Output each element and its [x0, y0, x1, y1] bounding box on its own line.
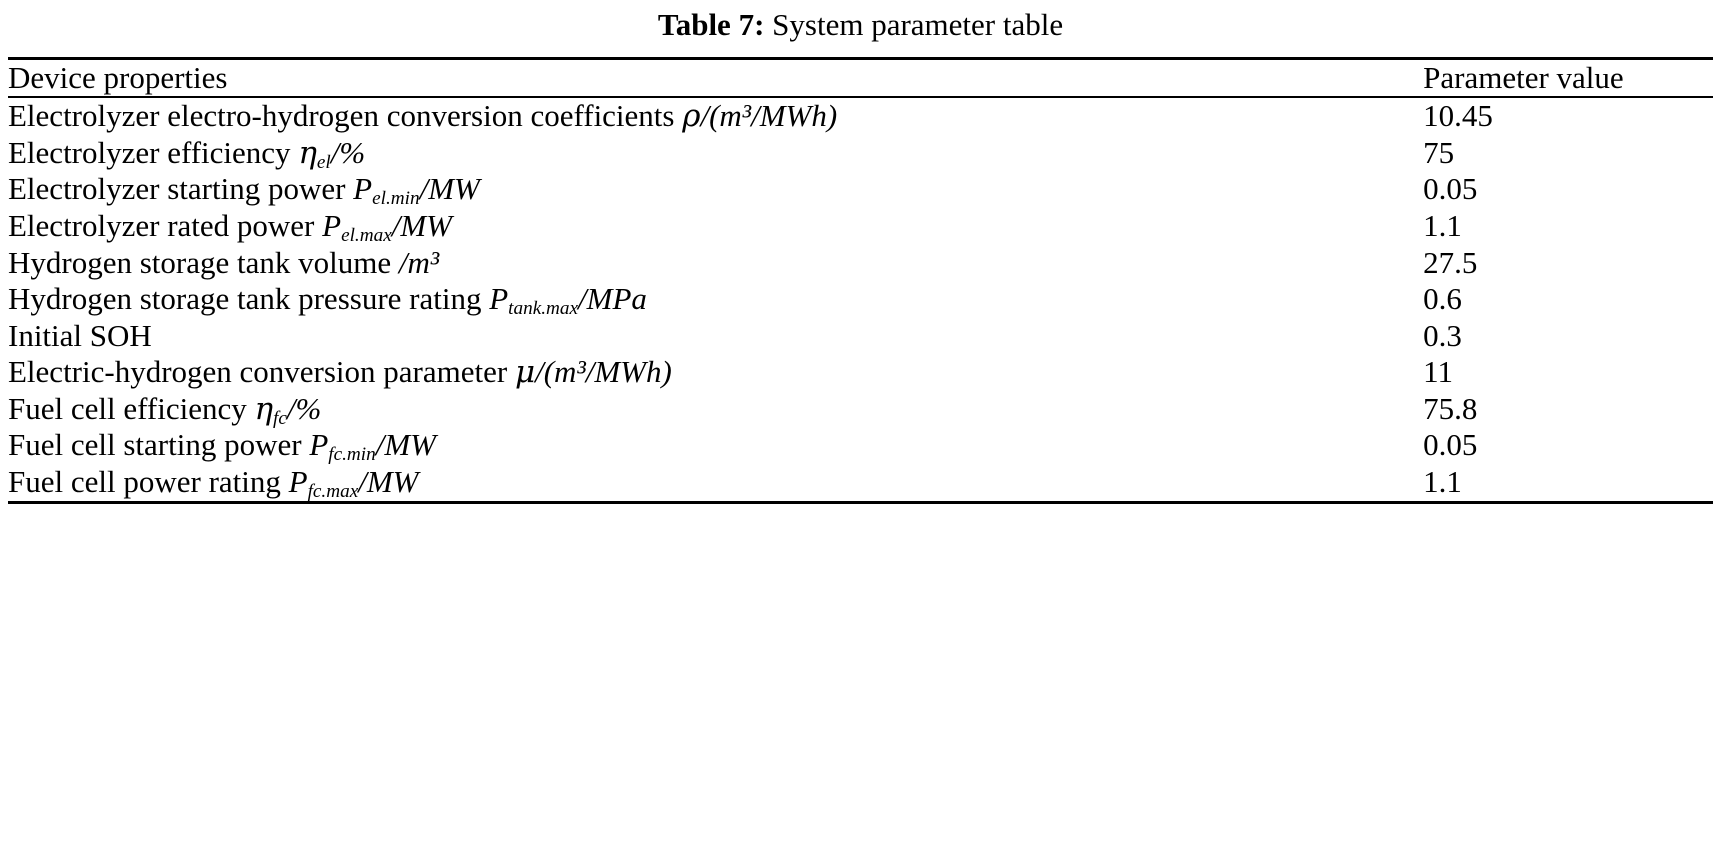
row-property-text: Electric-hydrogen conversion parameter: [8, 354, 515, 390]
table-row: [8, 245, 1713, 282]
row-property-text: Electrolyzer efficiency: [8, 134, 299, 170]
table-row: [8, 464, 1713, 502]
row-symbol-subscript: el.min: [372, 188, 420, 210]
row-value: 75.8: [1423, 390, 1478, 426]
row-value: 0.05: [1423, 171, 1478, 207]
row-property-text: Fuel cell starting power: [8, 427, 310, 463]
row-unit: /%: [330, 134, 366, 170]
table-row: [8, 135, 1713, 172]
row-value: 1.1: [1423, 207, 1462, 243]
table-caption-text: System parameter table: [772, 7, 1064, 42]
row-property: [8, 354, 1423, 391]
row-symbol: P: [322, 207, 342, 243]
row-value: 10.45: [1423, 98, 1493, 134]
table-row: [8, 281, 1713, 318]
row-property: [8, 171, 1423, 208]
row-unit: /MW: [375, 427, 436, 463]
table-body: [8, 59, 1713, 502]
row-property: [8, 281, 1423, 318]
row-property-text: Fuel cell efficiency: [8, 390, 255, 426]
row-symbol: P: [489, 281, 509, 317]
row-unit: /(m³/MWh): [535, 354, 672, 390]
header-parameter-value: Parameter value: [1423, 59, 1713, 98]
table-row: [8, 391, 1713, 428]
row-property-text: Hydrogen storage tank pressure rating: [8, 281, 490, 317]
row-symbol-subscript: el.max: [341, 224, 392, 246]
row-property: [8, 427, 1423, 464]
row-unit: /MW: [358, 463, 419, 499]
row-value: 0.6: [1423, 281, 1462, 317]
row-property-text: Initial SOH: [8, 317, 152, 353]
row-property: [8, 391, 1423, 428]
row-symbol: η: [254, 390, 274, 427]
row-value: 0.05: [1423, 427, 1478, 463]
table-row: [8, 318, 1713, 355]
row-value: 27.5: [1423, 244, 1478, 280]
row-unit: /(m³/MWh): [700, 98, 838, 134]
row-symbol: P: [309, 427, 329, 463]
row-symbol-subscript: fc.min: [328, 444, 376, 466]
table-row: [8, 97, 1713, 135]
table-caption-label: Table 7:: [657, 7, 765, 42]
row-property: [8, 97, 1423, 135]
row-property: [8, 318, 1423, 355]
row-symbol-subscript: el: [316, 151, 331, 173]
row-unit: /MW: [419, 171, 480, 207]
row-unit: /%: [286, 390, 322, 426]
row-unit: /m³: [398, 244, 440, 280]
row-unit: /MPa: [578, 281, 647, 317]
header-device-properties: Device properties: [8, 59, 1423, 98]
row-property-text: Electrolyzer starting power: [8, 171, 354, 207]
row-property-text: Fuel cell power rating: [8, 463, 289, 499]
system-parameter-table: [8, 57, 1713, 503]
row-value: 0.3: [1423, 317, 1462, 353]
row-symbol-subscript: tank.max: [508, 298, 579, 320]
row-property: [8, 135, 1423, 172]
row-property: [8, 245, 1423, 282]
table-caption: [8, 0, 1713, 57]
row-symbol: η: [298, 134, 317, 171]
row-value: 1.1: [1423, 464, 1713, 502]
table-row: [8, 208, 1713, 245]
row-property-text: Hydrogen storage tank volume: [8, 244, 399, 280]
row-symbol: P: [288, 463, 308, 499]
table-row: [8, 171, 1713, 208]
row-property-text: Electrolyzer electro-hydrogen conversion coefficients: [8, 98, 683, 134]
table-header-row: [8, 59, 1713, 98]
row-symbol: P: [353, 171, 373, 207]
row-property-text: Electrolyzer rated power: [8, 207, 323, 243]
row-symbol: ρ: [682, 98, 701, 135]
table-row: [8, 354, 1713, 391]
row-symbol-subscript: fc.max: [307, 480, 359, 502]
row-value: 11: [1423, 354, 1453, 390]
row-symbol: μ: [514, 354, 536, 391]
row-property: [8, 464, 1423, 502]
row-value: 75: [1423, 134, 1455, 170]
row-symbol-subscript: fc: [273, 407, 287, 429]
table-row: [8, 427, 1713, 464]
row-unit: /MW: [391, 207, 452, 243]
row-property: [8, 208, 1423, 245]
